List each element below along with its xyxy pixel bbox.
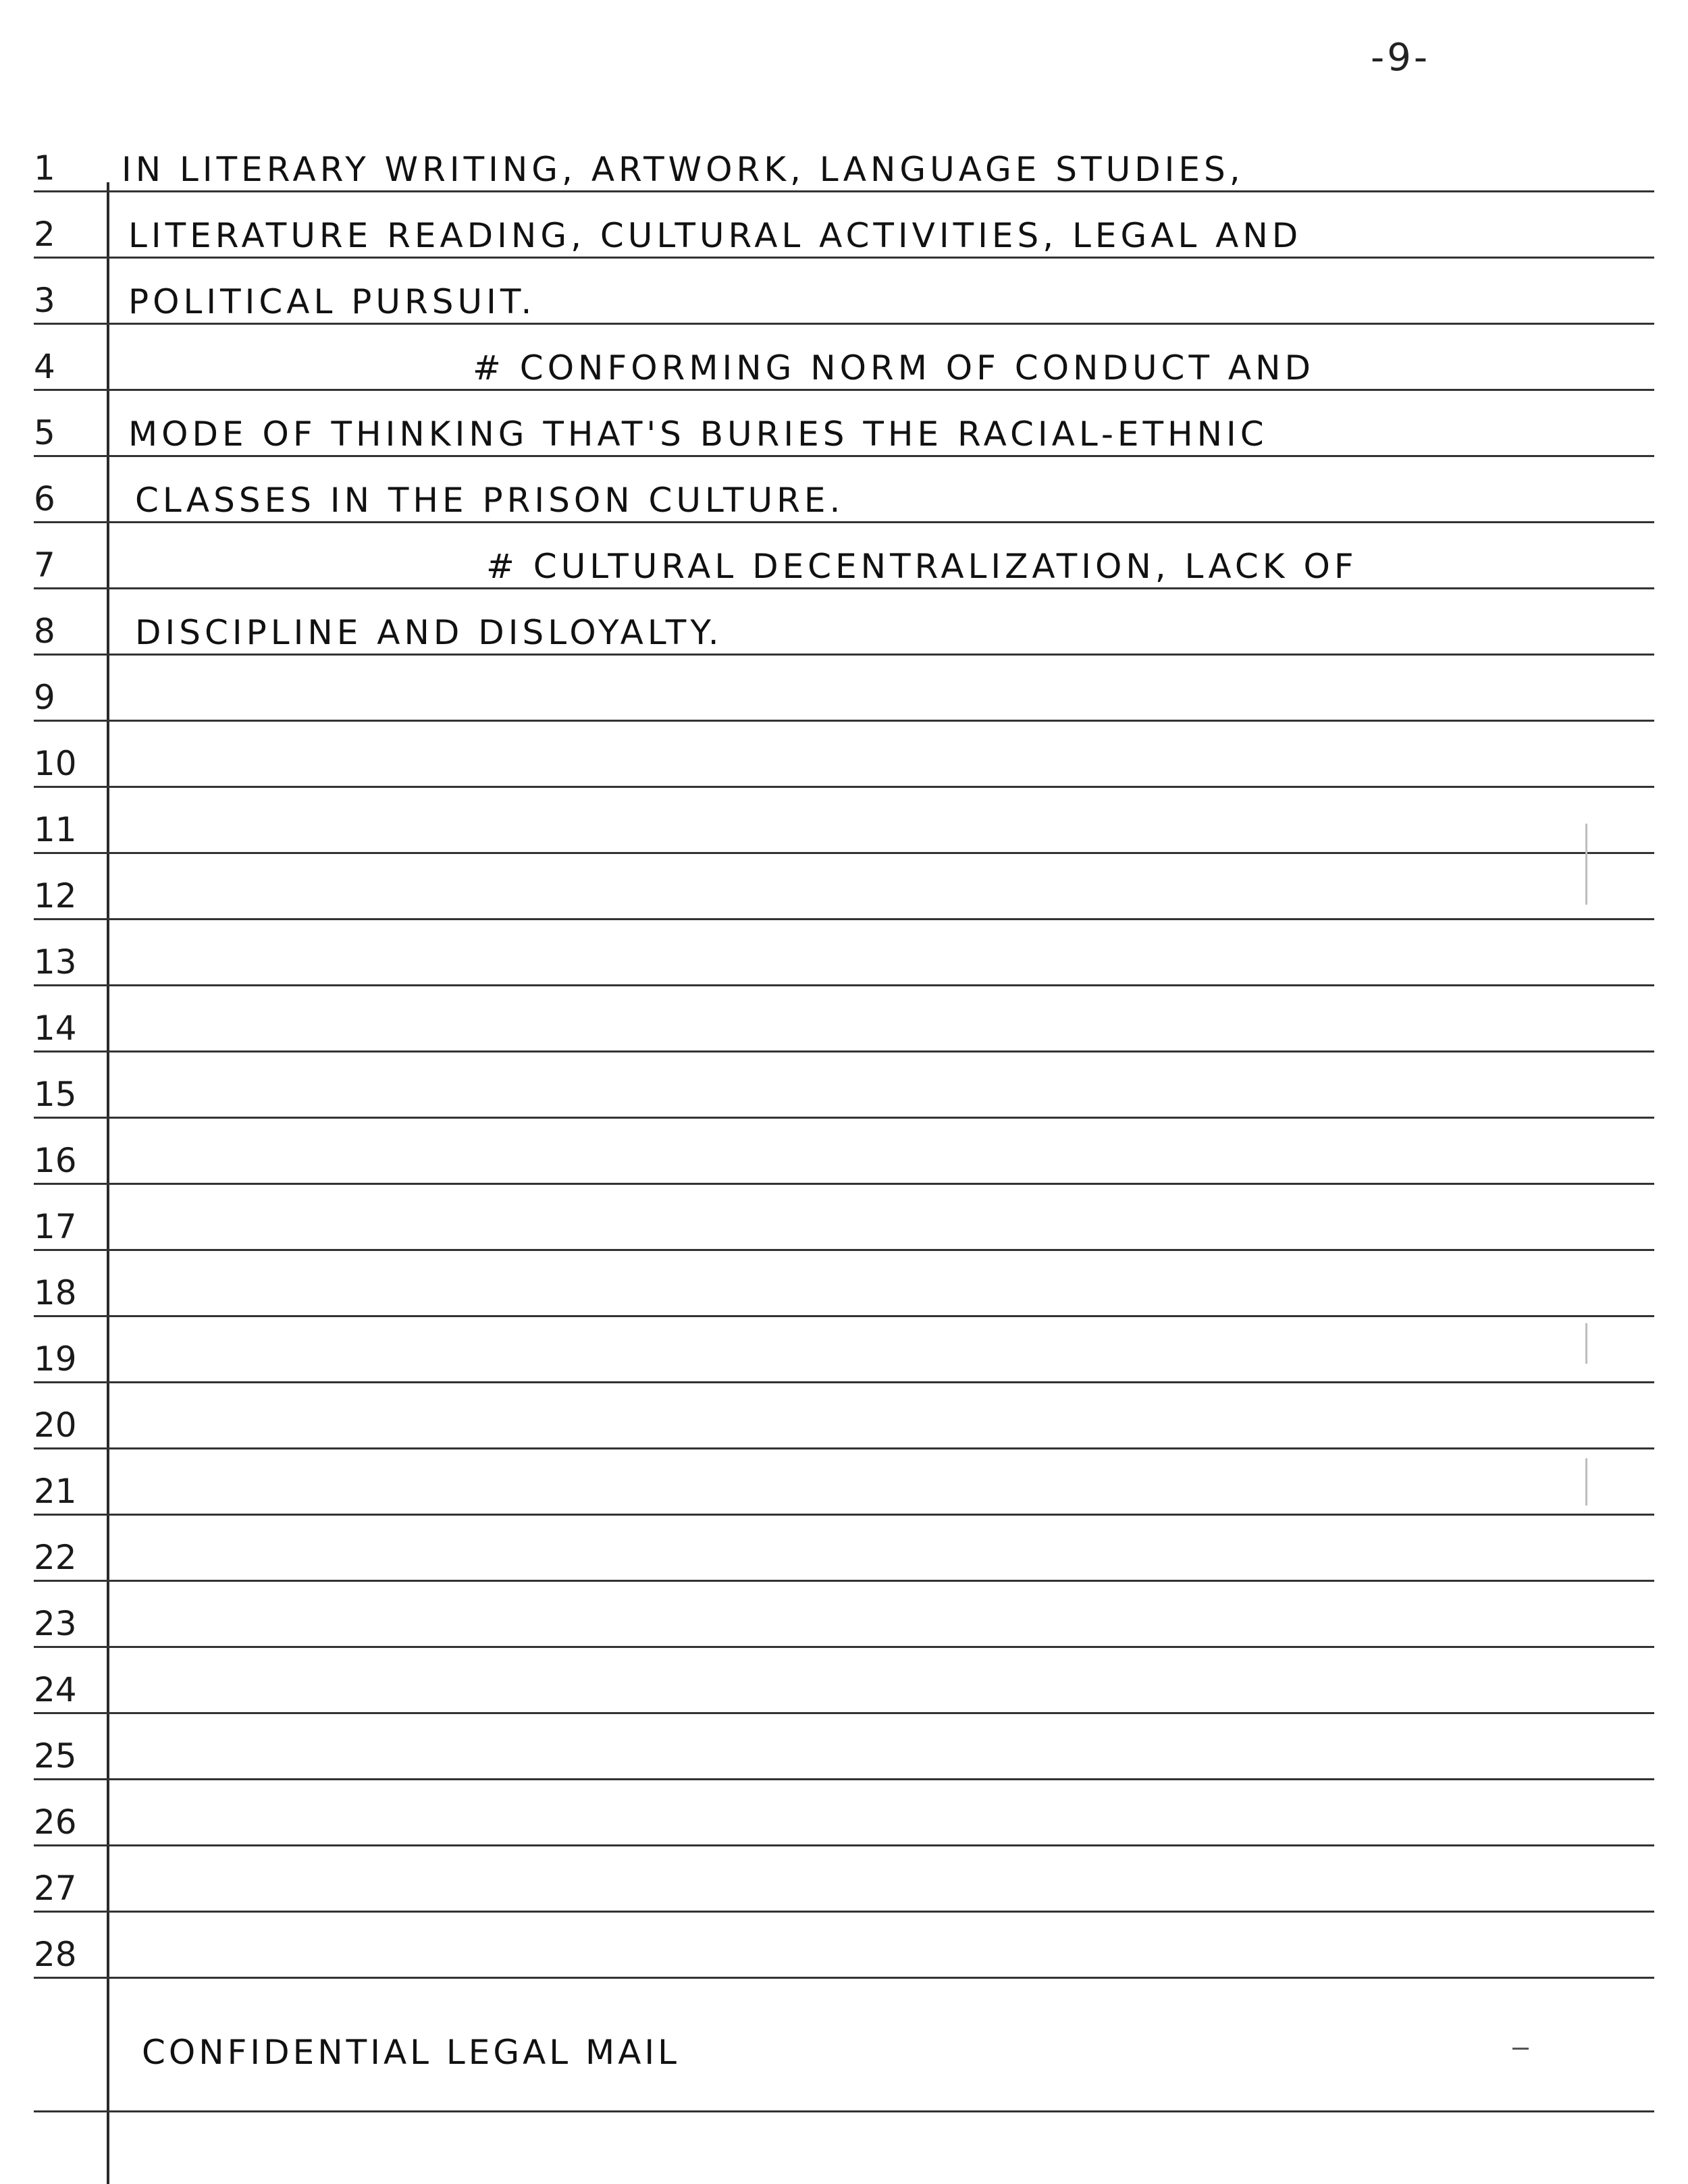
handwritten-line: LITERATURE READING, CULTURAL ACTIVITIES, LEGAL AND [128,216,1302,255]
line-number: 24 [34,1670,77,1709]
handwritten-line: IN LITERARY WRITING, ARTWORK, LANGUAGE STUDIES, [122,150,1244,189]
confidential-legal-mail-footer: CONFIDENTIAL LEGAL MAIL [142,2033,681,2072]
rule-line [34,190,1654,192]
rule-line [34,1117,1654,1119]
handwritten-line: POLITICAL PURSUIT. [128,282,536,321]
rule-line [34,1778,1654,1780]
line-number: 15 [34,1075,77,1114]
line-number: 17 [34,1207,77,1246]
rule-line [34,1977,1654,1979]
rule-line [34,918,1654,920]
rule-line [34,1844,1654,1846]
line-number: 18 [34,1273,77,1312]
line-number: 3 [34,281,55,320]
rule-line [34,786,1654,788]
line-number: 8 [34,612,55,651]
rule-line [34,1447,1654,1449]
line-number: 21 [34,1472,77,1511]
line-number: 27 [34,1869,77,1908]
rule-line [34,1646,1654,1648]
rule-line [34,1183,1654,1185]
line-number: 5 [34,413,55,452]
rule-line [34,1712,1654,1714]
rule-line [34,1050,1654,1053]
line-number: 14 [34,1009,77,1048]
line-number: 25 [34,1736,77,1776]
handwritten-line: DISCIPLINE AND DISLOYALTY. [135,613,723,652]
handwritten-line: CLASSES IN THE PRISON CULTURE. [135,481,845,520]
line-number: 23 [34,1604,77,1643]
line-number: 9 [34,678,55,717]
line-number: 2 [34,215,55,254]
rule-line [34,1911,1654,1913]
line-number: 26 [34,1803,77,1842]
rule-line [34,587,1654,589]
line-number: 28 [34,1935,77,1974]
rule-line [34,257,1654,259]
rule-line [34,720,1654,722]
line-number: 4 [34,347,55,386]
rule-line [34,389,1654,391]
line-number: 1 [34,149,55,188]
rule-line [34,455,1654,457]
line-number: 13 [34,942,77,982]
line-number: 16 [34,1141,77,1180]
page-number: -9- [1371,36,1431,80]
scan-edge-mark [1585,1458,1587,1506]
stray-dash-mark [1512,2048,1529,2050]
rule-line [34,521,1654,523]
rule-line [34,1580,1654,1582]
line-number: 22 [34,1538,77,1577]
handwritten-line: MODE OF THINKING THAT'S BURIES THE RACIAL-ETHNIC [128,415,1268,454]
rule-line [34,984,1654,986]
line-number: 12 [34,876,77,915]
rule-line [34,1381,1654,1383]
rule-line [34,2110,1654,2112]
handwritten-line: # CULTURAL DECENTRALIZATION, LACK OF [486,547,1358,586]
line-number: 11 [34,810,77,849]
rule-line [34,323,1654,325]
scan-edge-mark [1585,824,1587,905]
line-number: 7 [34,545,55,585]
line-number: 10 [34,744,77,783]
rule-line [34,852,1654,854]
scan-edge-mark [1585,1323,1587,1364]
handwritten-line: # CONFORMING NORM OF CONDUCT AND [473,348,1315,388]
rule-line [34,1249,1654,1251]
rule-line [34,654,1654,656]
rule-line [34,1514,1654,1516]
line-number: 6 [34,479,55,518]
line-number: 19 [34,1339,77,1379]
rule-line [34,1315,1654,1317]
line-number: 20 [34,1406,77,1445]
